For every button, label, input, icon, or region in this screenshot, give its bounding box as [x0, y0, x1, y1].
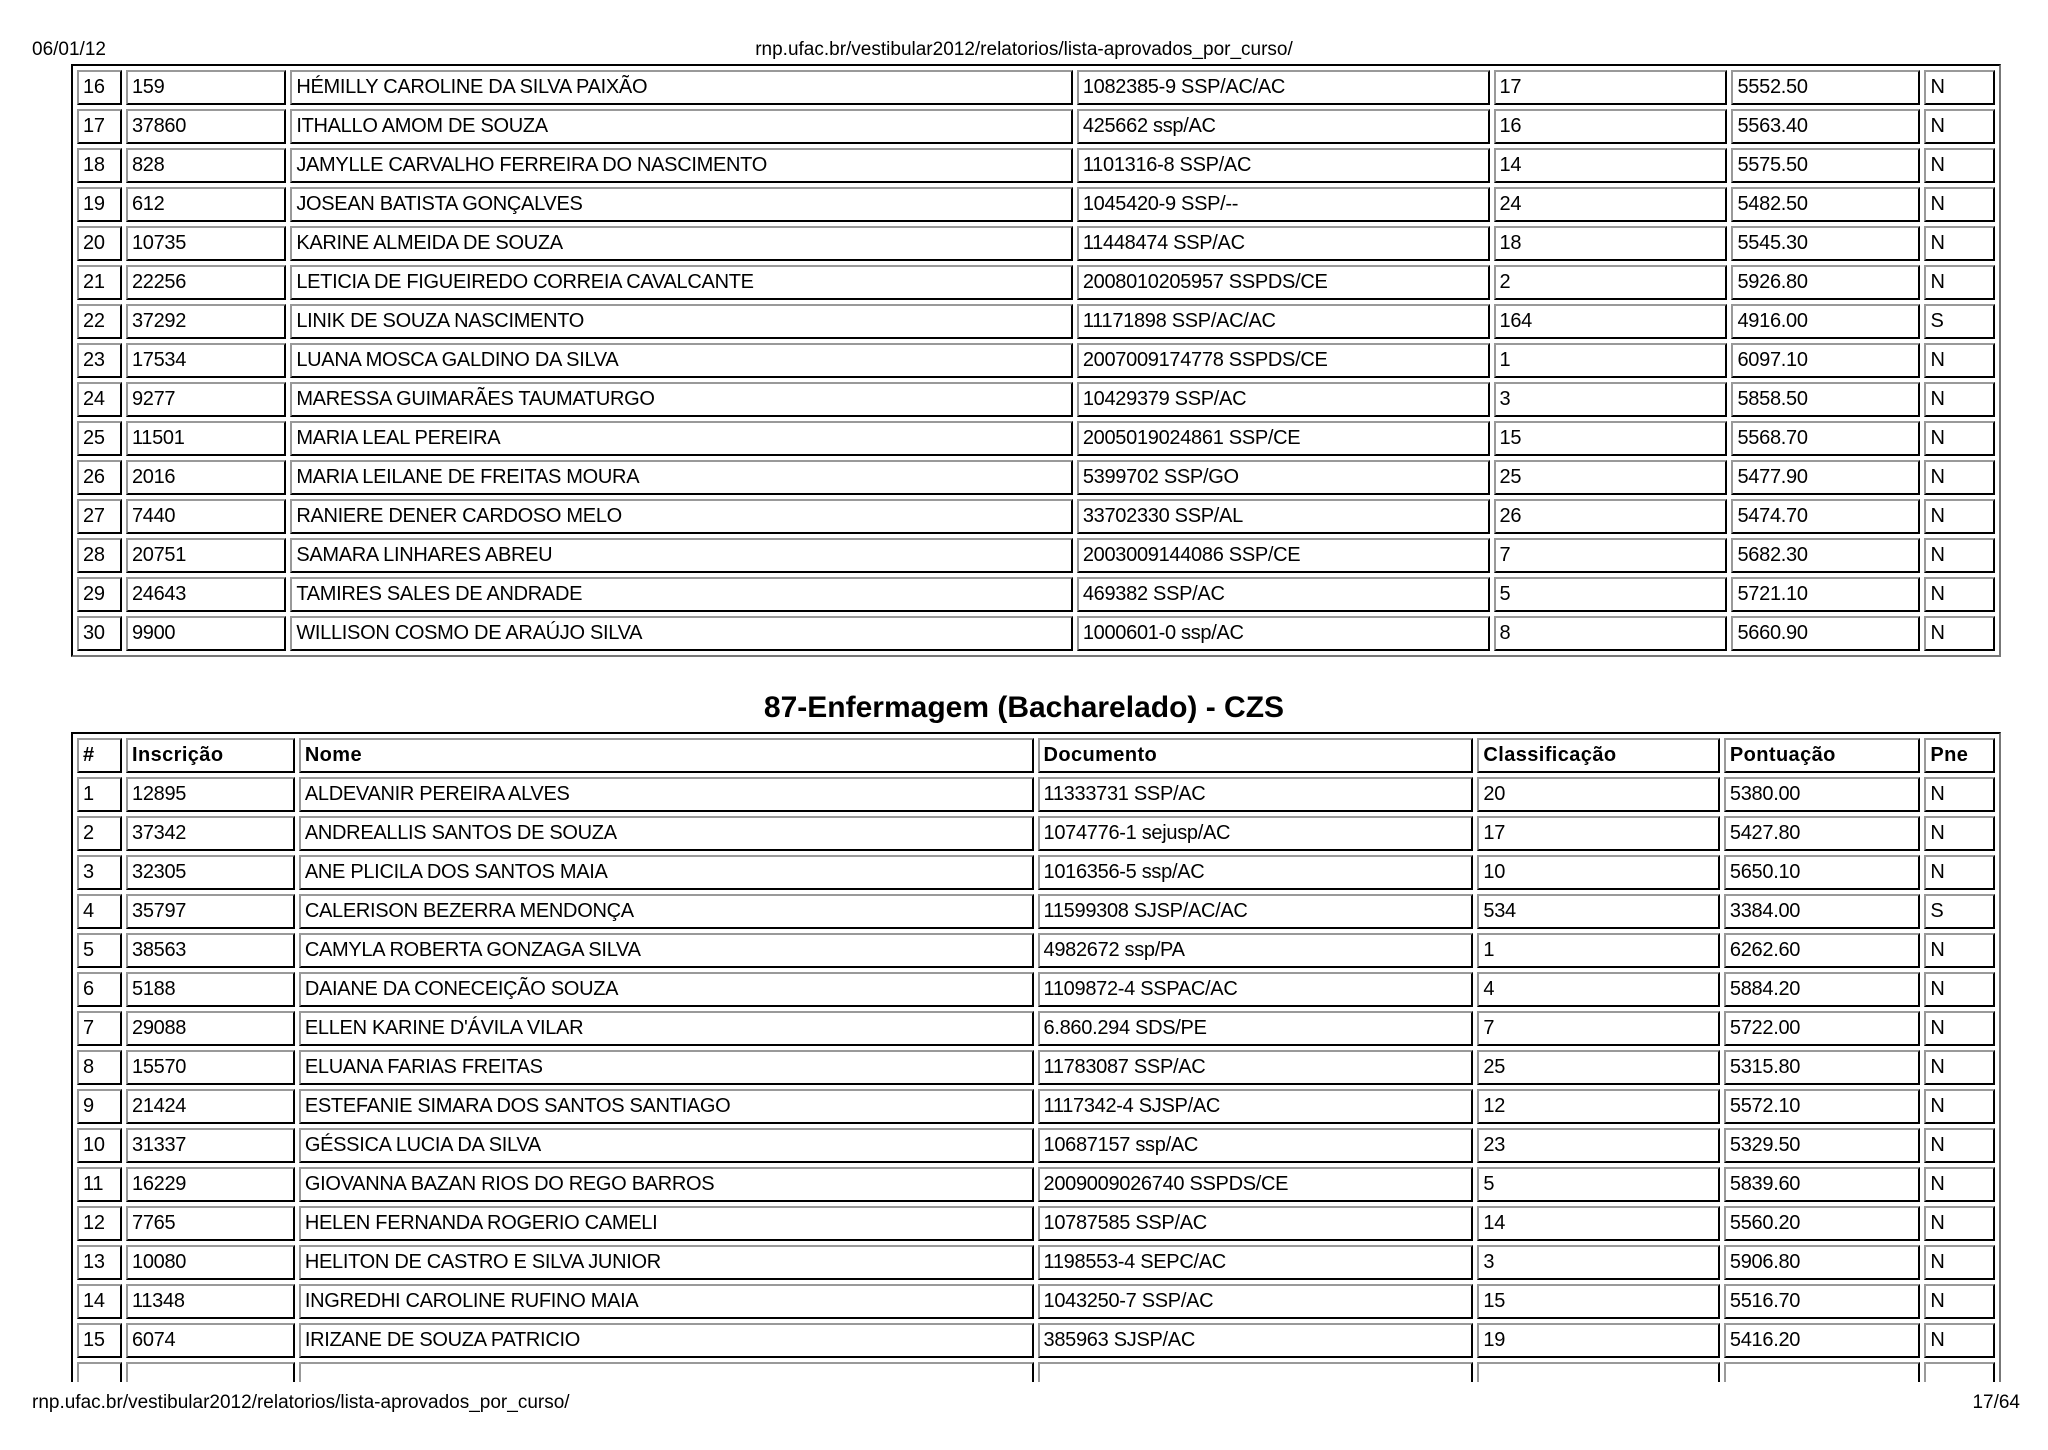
- cell-classification: 8: [1494, 616, 1728, 651]
- cell-score: 5315.80: [1724, 1050, 1920, 1085]
- cell-rank: 16: [77, 70, 122, 105]
- table-header-row: [77, 738, 1995, 773]
- cell-score: 5884.20: [1724, 972, 1920, 1007]
- cell-name: GÉSSICA LUCIA DA SILVA: [299, 1128, 1034, 1163]
- cell-registration: 24643: [126, 577, 286, 612]
- cell-pne: N: [1924, 382, 1995, 417]
- cell-empty: [299, 1362, 1034, 1382]
- cell-pne: N: [1924, 499, 1995, 534]
- cell-rank: 29: [77, 577, 122, 612]
- cell-empty: [77, 1362, 122, 1382]
- cell-registration: 5188: [126, 972, 295, 1007]
- cell-score: 5416.20: [1724, 1323, 1920, 1358]
- cell-name: ANDREALLIS SANTOS DE SOUZA: [299, 816, 1034, 851]
- cell-score: 5721.10: [1731, 577, 1920, 612]
- cell-score: 5329.50: [1724, 1128, 1920, 1163]
- cell-pne: N: [1924, 616, 1995, 651]
- table-row: [77, 1206, 1995, 1241]
- cell-registration: 7765: [126, 1206, 295, 1241]
- cell-score: 5682.30: [1731, 538, 1920, 573]
- cell-document: 6.860.294 SDS/PE: [1038, 1011, 1474, 1046]
- cell-name: JAMYLLE CARVALHO FERREIRA DO NASCIMENTO: [290, 148, 1073, 183]
- header-url: rnp.ufac.br/vestibular2012/relatorios/lista-aprovados_por_curso/: [755, 39, 1293, 60]
- cell-document: 4982672 ssp/PA: [1038, 933, 1474, 968]
- cell-pne: N: [1924, 855, 1995, 890]
- cell-classification: 5: [1494, 577, 1728, 612]
- cell-empty: [126, 1362, 295, 1382]
- cell-pne: N: [1924, 538, 1995, 573]
- cell-name: CAMYLA ROBERTA GONZAGA SILVA: [299, 933, 1034, 968]
- cell-classification: 24: [1494, 187, 1728, 222]
- cell-classification: 15: [1494, 421, 1728, 456]
- cell-score: 5926.80: [1731, 265, 1920, 300]
- table-row: [77, 1167, 1995, 1202]
- cell-score: 5839.60: [1724, 1167, 1920, 1202]
- cell-registration: 9900: [126, 616, 286, 651]
- cell-registration: 16229: [126, 1167, 295, 1202]
- cell-rank: 3: [77, 855, 122, 890]
- cell-registration: 29088: [126, 1011, 295, 1046]
- cell-document: 2007009174778 SSPDS/CE: [1077, 343, 1490, 378]
- cell-classification: 25: [1494, 460, 1728, 495]
- cell-document: 10787585 SSP/AC: [1038, 1206, 1474, 1241]
- cell-rank: 17: [77, 109, 122, 144]
- cell-name: LETICIA DE FIGUEIREDO CORREIA CAVALCANTE: [290, 265, 1073, 300]
- cell-registration: 2016: [126, 460, 286, 495]
- cell-rank: 4: [77, 894, 122, 929]
- cell-pne: N: [1924, 148, 1995, 183]
- cell-classification: 14: [1477, 1206, 1720, 1241]
- cell-document: 2008010205957 SSPDS/CE: [1077, 265, 1490, 300]
- cell-empty: [1724, 1362, 1920, 1382]
- cell-name: LUANA MOSCA GALDINO DA SILVA: [290, 343, 1073, 378]
- cell-document: 11171898 SSP/AC/AC: [1077, 304, 1490, 339]
- cell-document: 10429379 SSP/AC: [1077, 382, 1490, 417]
- approved-list-table-enfermagem: [71, 732, 2001, 1382]
- cell-pne: N: [1924, 1245, 1995, 1280]
- cell-name: HÉMILLY CAROLINE DA SILVA PAIXÃO: [290, 70, 1073, 105]
- cell-classification: 5: [1477, 1167, 1720, 1202]
- header-date: 06/01/12: [32, 39, 106, 60]
- cell-pne: N: [1924, 109, 1995, 144]
- cell-rank: 11: [77, 1167, 122, 1202]
- cell-document: 1117342-4 SJSP/AC: [1038, 1089, 1474, 1124]
- table-row: [77, 855, 1995, 890]
- cell-registration: 38563: [126, 933, 295, 968]
- cell-rank: 28: [77, 538, 122, 573]
- cell-document: 1109872-4 SSPAC/AC: [1038, 972, 1474, 1007]
- cell-document: 1016356-5 ssp/AC: [1038, 855, 1474, 890]
- cell-pne: S: [1924, 304, 1995, 339]
- cell-pne: N: [1924, 1128, 1995, 1163]
- cell-classification: 25: [1477, 1050, 1720, 1085]
- table-row: [77, 777, 1995, 812]
- table-row: [77, 894, 1995, 929]
- cell-name: KARINE ALMEIDA DE SOUZA: [290, 226, 1073, 261]
- cell-registration: 20751: [126, 538, 286, 573]
- cell-document: 1043250-7 SSP/AC: [1038, 1284, 1474, 1319]
- cell-score: 5650.10: [1724, 855, 1920, 890]
- cell-registration: 12895: [126, 777, 295, 812]
- cell-name: HELEN FERNANDA ROGERIO CAMELI: [299, 1206, 1034, 1241]
- column-header-pne: Pne: [1924, 738, 1995, 773]
- cell-score: 4916.00: [1731, 304, 1920, 339]
- cell-pne: N: [1924, 421, 1995, 456]
- cell-registration: 31337: [126, 1128, 295, 1163]
- cell-score: 5560.20: [1724, 1206, 1920, 1241]
- cell-registration: 10735: [126, 226, 286, 261]
- cell-document: 1082385-9 SSP/AC/AC: [1077, 70, 1490, 105]
- cell-score: 6097.10: [1731, 343, 1920, 378]
- cell-rank: 25: [77, 421, 122, 456]
- cell-document: 11599308 SJSP/AC/AC: [1038, 894, 1474, 929]
- cell-document: 2005019024861 SSP/CE: [1077, 421, 1490, 456]
- cell-rank: 13: [77, 1245, 122, 1280]
- cell-classification: 15: [1477, 1284, 1720, 1319]
- table-row: [77, 1128, 1995, 1163]
- cell-classification: 534: [1477, 894, 1720, 929]
- cell-classification: 19: [1477, 1323, 1720, 1358]
- cell-name: DAIANE DA CONECEIÇÃO SOUZA: [299, 972, 1034, 1007]
- cell-registration: 37860: [126, 109, 286, 144]
- cell-score: 5575.50: [1731, 148, 1920, 183]
- cell-score: 5858.50: [1731, 382, 1920, 417]
- cell-name: RANIERE DENER CARDOSO MELO: [290, 499, 1073, 534]
- cell-classification: 7: [1477, 1011, 1720, 1046]
- table-row: [77, 1011, 1995, 1046]
- cell-name: TAMIRES SALES DE ANDRADE: [290, 577, 1073, 612]
- cell-pne: N: [1924, 816, 1995, 851]
- cell-classification: 4: [1477, 972, 1720, 1007]
- cell-document: 1101316-8 SSP/AC: [1077, 148, 1490, 183]
- cell-classification: 7: [1494, 538, 1728, 573]
- cell-classification: 2: [1494, 265, 1728, 300]
- column-header-score: Pontuação: [1724, 738, 1920, 773]
- cell-rank: 6: [77, 972, 122, 1007]
- column-header-name: Nome: [299, 738, 1034, 773]
- cell-score: 5568.70: [1731, 421, 1920, 456]
- cell-registration: 9277: [126, 382, 286, 417]
- cell-classification: 17: [1494, 70, 1728, 105]
- cell-name: MARIA LEILANE DE FREITAS MOURA: [290, 460, 1073, 495]
- cell-pne: N: [1924, 1284, 1995, 1319]
- cell-registration: 612: [126, 187, 286, 222]
- cell-score: 5477.90: [1731, 460, 1920, 495]
- cell-document: 2009009026740 SSPDS/CE: [1038, 1167, 1474, 1202]
- cell-name: INGREDHI CAROLINE RUFINO MAIA: [299, 1284, 1034, 1319]
- cell-pne: N: [1924, 1167, 1995, 1202]
- cell-rank: 21: [77, 265, 122, 300]
- cell-name: MARESSA GUIMARÃES TAUMATURGO: [290, 382, 1073, 417]
- cell-pne: N: [1924, 777, 1995, 812]
- cell-registration: 7440: [126, 499, 286, 534]
- table-row: [77, 1323, 1995, 1358]
- cell-name: HELITON DE CASTRO E SILVA JUNIOR: [299, 1245, 1034, 1280]
- cell-empty: [1038, 1362, 1474, 1382]
- cell-empty: [1477, 1362, 1720, 1382]
- cell-rank: 10: [77, 1128, 122, 1163]
- cell-document: 11783087 SSP/AC: [1038, 1050, 1474, 1085]
- table-row: [77, 1245, 1995, 1280]
- cell-rank: 2: [77, 816, 122, 851]
- cell-rank: 18: [77, 148, 122, 183]
- cell-score: 5482.50: [1731, 187, 1920, 222]
- cell-classification: 3: [1494, 382, 1728, 417]
- cell-classification: 20: [1477, 777, 1720, 812]
- cell-pne: N: [1924, 343, 1995, 378]
- cell-name: GIOVANNA BAZAN RIOS DO REGO BARROS: [299, 1167, 1034, 1202]
- column-header-classification: Classificação: [1477, 738, 1720, 773]
- cell-document: 385963 SJSP/AC: [1038, 1323, 1474, 1358]
- cell-name: ITHALLO AMOM DE SOUZA: [290, 109, 1073, 144]
- cell-classification: 23: [1477, 1128, 1720, 1163]
- cell-name: LINIK DE SOUZA NASCIMENTO: [290, 304, 1073, 339]
- cell-score: 5380.00: [1724, 777, 1920, 812]
- column-header-registration: Inscrição: [126, 738, 295, 773]
- cell-registration: 828: [126, 148, 286, 183]
- cell-score: 5427.80: [1724, 816, 1920, 851]
- cell-score: 5516.70: [1724, 1284, 1920, 1319]
- cell-pne: N: [1924, 1050, 1995, 1085]
- cell-score: 5572.10: [1724, 1089, 1920, 1124]
- cell-pne: S: [1924, 894, 1995, 929]
- table-row: [77, 1050, 1995, 1085]
- cell-pne: N: [1924, 1323, 1995, 1358]
- cell-score: 5552.50: [1731, 70, 1920, 105]
- cell-classification: 1: [1494, 343, 1728, 378]
- cell-registration: 11348: [126, 1284, 295, 1319]
- cell-document: 1198553-4 SEPC/AC: [1038, 1245, 1474, 1280]
- cell-rank: 8: [77, 1050, 122, 1085]
- cell-document: 1000601-0 ssp/AC: [1077, 616, 1490, 651]
- cell-registration: 159: [126, 70, 286, 105]
- cell-rank: 12: [77, 1206, 122, 1241]
- cell-document: 11333731 SSP/AC: [1038, 777, 1474, 812]
- cell-document: 1074776-1 sejusp/AC: [1038, 816, 1474, 851]
- cell-empty: [1924, 1362, 1995, 1382]
- cell-pne: N: [1924, 1089, 1995, 1124]
- cell-score: 5474.70: [1731, 499, 1920, 534]
- cell-classification: 18: [1494, 226, 1728, 261]
- footer-url: rnp.ufac.br/vestibular2012/relatorios/lista-aprovados_por_curso/: [32, 1392, 570, 1413]
- cell-rank: 22: [77, 304, 122, 339]
- cell-name: ESTEFANIE SIMARA DOS SANTOS SANTIAGO: [299, 1089, 1034, 1124]
- cell-score: 5563.40: [1731, 109, 1920, 144]
- page-number: 17/64: [1972, 1392, 2020, 1413]
- cell-pne: N: [1924, 1206, 1995, 1241]
- cell-rank: 30: [77, 616, 122, 651]
- cell-registration: 32305: [126, 855, 295, 890]
- cell-document: 425662 ssp/AC: [1077, 109, 1490, 144]
- cell-classification: 164: [1494, 304, 1728, 339]
- cell-rank: 14: [77, 1284, 122, 1319]
- cell-score: 5545.30: [1731, 226, 1920, 261]
- table-row: [77, 816, 1995, 851]
- cell-rank: 19: [77, 187, 122, 222]
- cell-pne: N: [1924, 187, 1995, 222]
- cell-pne: N: [1924, 70, 1995, 105]
- cell-pne: N: [1924, 265, 1995, 300]
- cell-classification: 3: [1477, 1245, 1720, 1280]
- cell-document: 10687157 ssp/AC: [1038, 1128, 1474, 1163]
- cell-pne: N: [1924, 226, 1995, 261]
- table-row: [77, 972, 1995, 1007]
- cell-rank: 7: [77, 1011, 122, 1046]
- cell-name: MARIA LEAL PEREIRA: [290, 421, 1073, 456]
- cell-score: 6262.60: [1724, 933, 1920, 968]
- cell-registration: 17534: [126, 343, 286, 378]
- cell-name: IRIZANE DE SOUZA PATRICIO: [299, 1323, 1034, 1358]
- cell-registration: 15570: [126, 1050, 295, 1085]
- cell-rank: 1: [77, 777, 122, 812]
- cell-pne: N: [1924, 972, 1995, 1007]
- cell-classification: 26: [1494, 499, 1728, 534]
- table-row: [77, 933, 1995, 968]
- cell-name: CALERISON BEZERRA MENDONÇA: [299, 894, 1034, 929]
- cell-rank: 20: [77, 226, 122, 261]
- cell-pne: N: [1924, 933, 1995, 968]
- cell-rank: 26: [77, 460, 122, 495]
- cell-rank: 23: [77, 343, 122, 378]
- cell-rank: 5: [77, 933, 122, 968]
- cell-classification: 10: [1477, 855, 1720, 890]
- cell-document: 33702330 SSP/AL: [1077, 499, 1490, 534]
- cell-classification: 1: [1477, 933, 1720, 968]
- cell-score: 5722.00: [1724, 1011, 1920, 1046]
- course-title: 87-Enfermagem (Bacharelado) - CZS: [763, 691, 1285, 724]
- cell-classification: 14: [1494, 148, 1728, 183]
- cell-name: ANE PLICILA DOS SANTOS MAIA: [299, 855, 1034, 890]
- cell-rank: 27: [77, 499, 122, 534]
- cell-document: 2003009144086 SSP/CE: [1077, 538, 1490, 573]
- cell-registration: 35797: [126, 894, 295, 929]
- cell-registration: 37342: [126, 816, 295, 851]
- cell-rank: 24: [77, 382, 122, 417]
- cell-name: SAMARA LINHARES ABREU: [290, 538, 1073, 573]
- table-row-continued: [77, 1362, 1995, 1382]
- cell-document: 5399702 SSP/GO: [1077, 460, 1490, 495]
- cell-score: 3384.00: [1724, 894, 1920, 929]
- table-row: [77, 1089, 1995, 1124]
- cell-rank: 9: [77, 1089, 122, 1124]
- cell-pne: N: [1924, 577, 1995, 612]
- column-header-document: Documento: [1038, 738, 1474, 773]
- cell-rank: 15: [77, 1323, 122, 1358]
- cell-registration: 22256: [126, 265, 286, 300]
- cell-registration: 6074: [126, 1323, 295, 1358]
- cell-document: 11448474 SSP/AC: [1077, 226, 1490, 261]
- cell-name: WILLISON COSMO DE ARAÚJO SILVA: [290, 616, 1073, 651]
- column-header-rank: #: [77, 738, 122, 773]
- cell-classification: 17: [1477, 816, 1720, 851]
- table-row: [77, 1284, 1995, 1319]
- cell-registration: 37292: [126, 304, 286, 339]
- cell-name: JOSEAN BATISTA GONÇALVES: [290, 187, 1073, 222]
- cell-document: 469382 SSP/AC: [1077, 577, 1490, 612]
- cell-document: 1045420-9 SSP/--: [1077, 187, 1490, 222]
- cell-name: ELLEN KARINE D'ÁVILA VILAR: [299, 1011, 1034, 1046]
- cell-score: 5906.80: [1724, 1245, 1920, 1280]
- cell-registration: 11501: [126, 421, 286, 456]
- cell-classification: 16: [1494, 109, 1728, 144]
- cell-classification: 12: [1477, 1089, 1720, 1124]
- cell-registration: 21424: [126, 1089, 295, 1124]
- cell-score: 5660.90: [1731, 616, 1920, 651]
- cell-registration: 10080: [126, 1245, 295, 1280]
- cell-name: ALDEVANIR PEREIRA ALVES: [299, 777, 1034, 812]
- cell-pne: N: [1924, 460, 1995, 495]
- cell-pne: N: [1924, 1011, 1995, 1046]
- cell-name: ELUANA FARIAS FREITAS: [299, 1050, 1034, 1085]
